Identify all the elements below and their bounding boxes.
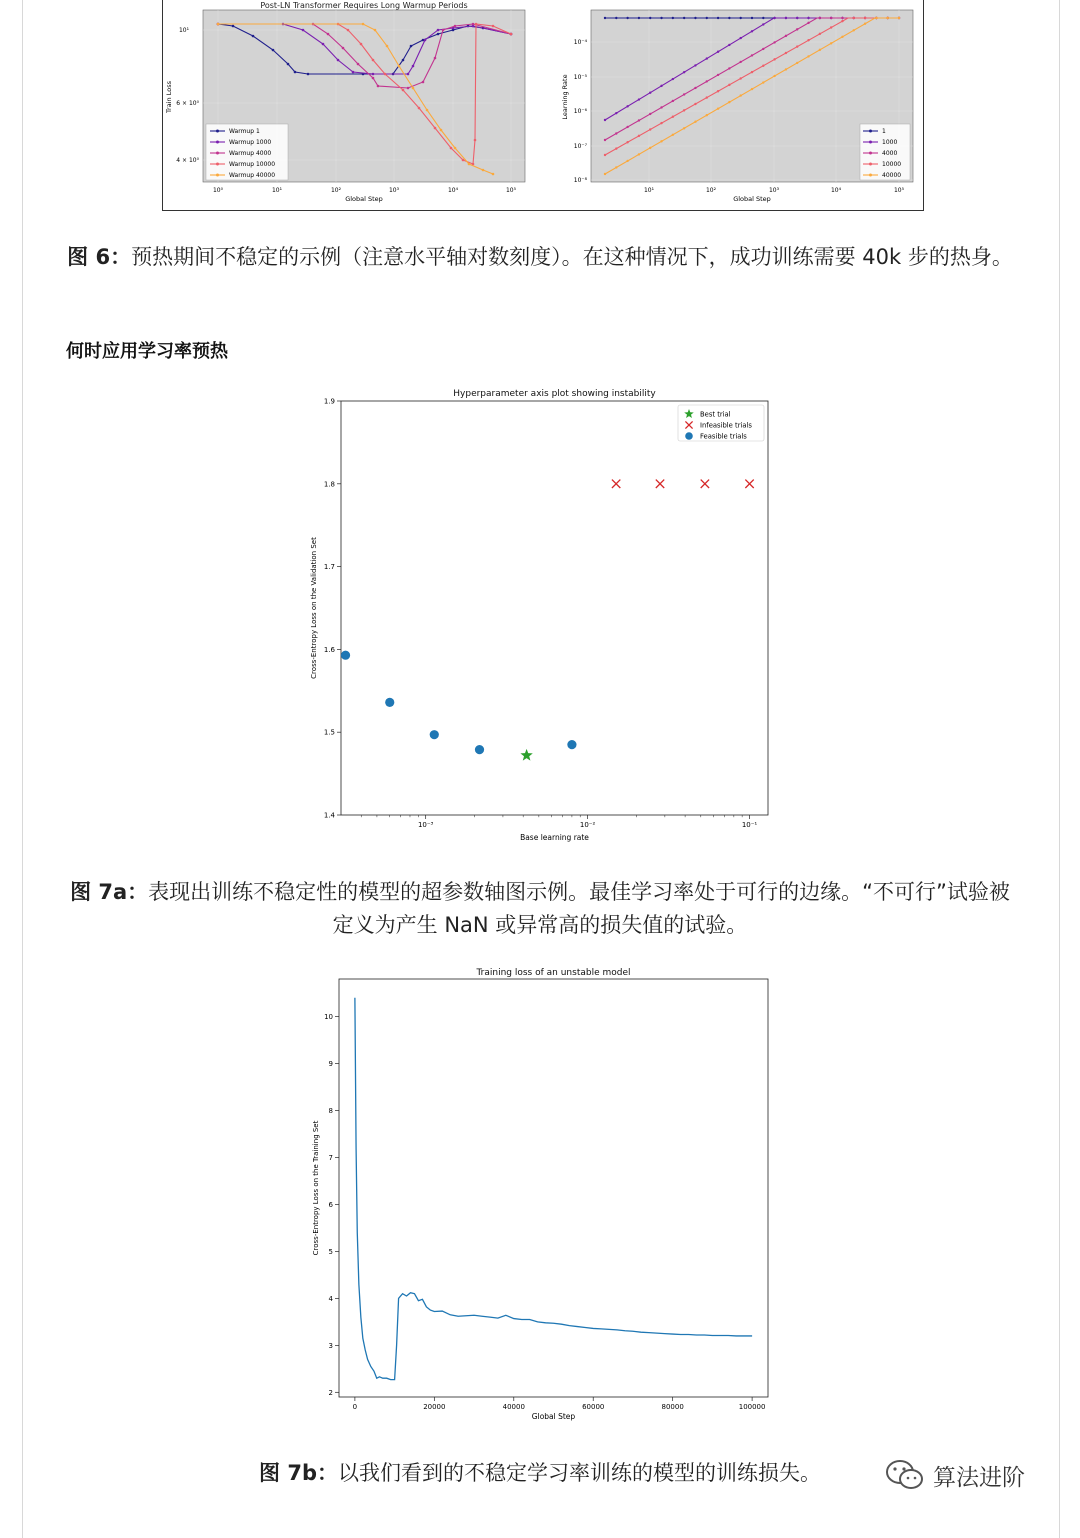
fig6-right-ytick-2: 10⁻⁵ bbox=[573, 74, 587, 81]
fig6-right-panel bbox=[561, 10, 913, 203]
fig6-left-series-marker bbox=[492, 25, 495, 28]
fig6-left-series-marker bbox=[442, 29, 445, 32]
fig6-left-title: Post-LN Transformer Requires Long Warmup Periods bbox=[260, 1, 468, 10]
figure-7a-caption-label: 图 7a： bbox=[70, 880, 149, 904]
fig7b-plot-area bbox=[339, 979, 768, 1397]
fig7a-plot-area bbox=[341, 401, 768, 815]
fig6-right-series-marker bbox=[796, 17, 798, 19]
fig6-right-series-marker bbox=[819, 17, 821, 19]
fig6-right-series-marker bbox=[717, 74, 719, 76]
fig6-right-series-marker bbox=[626, 17, 628, 19]
fig6-right-series-marker bbox=[660, 140, 662, 142]
fig6-right-series-marker bbox=[604, 119, 606, 121]
fig7b-ytick-label: 7 bbox=[328, 1153, 333, 1162]
figure-7b-caption-text: 以我们看到的不稳定学习率训练的模型的训练损失。 bbox=[337, 1461, 821, 1485]
wechat-icon bbox=[885, 1458, 925, 1492]
fig6-right-series-marker bbox=[739, 17, 741, 19]
fig6-right-series-marker bbox=[796, 62, 798, 64]
fig6-right-series-marker bbox=[819, 33, 821, 35]
fig6-right-ytick-3: 10⁻⁶ bbox=[573, 108, 587, 115]
fig6-right-series-marker bbox=[796, 45, 798, 47]
fig6-left-series-marker bbox=[372, 59, 375, 62]
fig6-left-series-marker bbox=[412, 87, 415, 90]
fig6-left-legend-marker bbox=[216, 163, 219, 166]
fig6-right-series-marker bbox=[739, 77, 741, 79]
fig6-right-legend-1: 1 bbox=[882, 128, 886, 135]
fig6-right-series-marker bbox=[672, 100, 674, 102]
fig6-right-series-marker bbox=[694, 121, 696, 123]
fig7b-ytick-label: 2 bbox=[328, 1388, 333, 1397]
fig6-left-series-marker bbox=[386, 45, 389, 48]
fig6-right-series-marker bbox=[638, 153, 640, 155]
fig7a-ytick-label: 1.4 bbox=[323, 811, 335, 820]
fig7a-xtick-label: 10⁻³ bbox=[417, 821, 434, 829]
fig6-left-series-marker bbox=[482, 169, 485, 172]
fig6-left-series-marker bbox=[374, 29, 377, 32]
fig6-right-series-marker bbox=[672, 134, 674, 136]
figure-7a-caption bbox=[66, 876, 1014, 942]
fig7a-ytick-label: 1.6 bbox=[323, 645, 335, 654]
fig6-left-series-marker bbox=[217, 23, 220, 26]
fig6-left-series-marker bbox=[287, 63, 290, 66]
fig7a-ytick-label: 1.5 bbox=[323, 728, 335, 737]
fig6-right-series-marker bbox=[773, 41, 775, 43]
fig6-right-series-marker bbox=[773, 17, 775, 19]
fig7b-ytick-label: 9 bbox=[328, 1060, 333, 1069]
fig6-left-series-marker bbox=[322, 43, 325, 46]
fig6-right-xtick-4: 10⁴ bbox=[830, 187, 842, 194]
fig7b-ytick-label: 10 bbox=[324, 1013, 333, 1022]
fig6-right-series-marker bbox=[672, 116, 674, 118]
fig6-left-legend-5: Warmup 40000 bbox=[229, 172, 276, 179]
fig6-left-legend-4: Warmup 10000 bbox=[229, 161, 276, 168]
fig7a-legend-label: Feasible trials bbox=[700, 432, 747, 441]
fig6-right-series-marker bbox=[841, 36, 843, 38]
fig6-right-series-marker bbox=[751, 54, 753, 56]
fig6-left-series-marker bbox=[510, 33, 513, 36]
section-heading: 何时应用学习率预热 bbox=[66, 341, 228, 362]
fig6-left-legend-2: Warmup 1000 bbox=[229, 139, 272, 146]
fig6-right-series-marker bbox=[615, 112, 617, 114]
fig6-right-series-marker bbox=[819, 49, 821, 51]
fig6-left-series-marker bbox=[347, 29, 350, 32]
figure-6-plots bbox=[163, 0, 923, 210]
fig6-left-legend-1: Warmup 1 bbox=[229, 128, 260, 135]
watermark-text: 算法进阶 bbox=[933, 1464, 1025, 1491]
feasible-trial-point bbox=[567, 740, 576, 749]
fig6-right-series-marker bbox=[841, 20, 843, 22]
fig6-left-series-marker bbox=[294, 71, 297, 74]
fig6-left-series-marker bbox=[360, 43, 363, 46]
fig6-right-xtick-1: 10¹ bbox=[643, 187, 655, 194]
fig6-right-ytick-1: 10⁻⁴ bbox=[573, 39, 587, 46]
fig6-right-series-marker bbox=[638, 135, 640, 137]
fig6-right-series-marker bbox=[649, 147, 651, 149]
figure-6 bbox=[162, 0, 924, 211]
fig6-right-series-marker bbox=[807, 17, 809, 19]
fig6-left-series-marker bbox=[362, 23, 365, 26]
fig6-right-series-marker bbox=[649, 128, 651, 130]
fig6-left-series-marker bbox=[422, 81, 425, 84]
figure-7a-caption-text: 表现出训练不稳定性的模型的超参数轴图示例。最佳学习率处于可行的边缘。“不可行”试验被定义为产生 NaN 或异常高的损失值的试验。 bbox=[148, 880, 1010, 937]
fig7a-xlabel: Base learning rate bbox=[520, 833, 589, 842]
fig6-left-xtick-3: 10² bbox=[330, 187, 342, 194]
fig6-right-series-marker bbox=[660, 17, 662, 19]
fig6-right-series-marker bbox=[807, 22, 809, 24]
fig6-left-series-marker bbox=[475, 23, 478, 26]
fig7b-ylabel: Cross-Entropy Loss on the Training Set bbox=[312, 1120, 320, 1256]
fig6-left-panel bbox=[165, 1, 525, 203]
fig6-left-series-marker bbox=[302, 29, 305, 32]
fig7b-xtick-label: 20000 bbox=[423, 1403, 446, 1411]
feasible-trial-point bbox=[341, 651, 350, 660]
fig6-left-legend-marker bbox=[216, 152, 219, 155]
fig6-left-series-marker bbox=[352, 71, 355, 74]
fig6-right-ylabel: Learning Rate bbox=[561, 74, 569, 120]
fig6-right-series-marker bbox=[739, 37, 741, 39]
fig6-left-series-marker bbox=[377, 85, 380, 88]
figure-6-caption-text: 预热期间不稳定的示例（注意水平轴对数刻度）。在这种情况下，成功训练需要 40k 步的热身。 bbox=[131, 245, 1013, 269]
figure-7b-chart bbox=[300, 960, 780, 1425]
fig6-right-series-marker bbox=[751, 30, 753, 32]
fig6-right-series-marker bbox=[694, 87, 696, 89]
figure-7b-caption bbox=[66, 1457, 1014, 1490]
fig6-right-series-marker bbox=[717, 17, 719, 19]
fig6-right-series-marker bbox=[875, 17, 877, 19]
fig6-right-series-marker bbox=[785, 35, 787, 37]
fig6-right-series-marker bbox=[830, 26, 832, 28]
fig6-right-series-marker bbox=[898, 17, 900, 19]
fig6-right-series-marker bbox=[796, 28, 798, 30]
fig7b-ytick-label: 3 bbox=[328, 1341, 333, 1350]
fig6-left-series-marker bbox=[437, 29, 440, 32]
fig6-right-series-marker bbox=[638, 119, 640, 121]
fig6-left-series-marker bbox=[232, 25, 235, 28]
fig7a-legend bbox=[678, 405, 764, 441]
fig6-right-series-marker bbox=[694, 64, 696, 66]
fig6-right-series-marker bbox=[864, 23, 866, 25]
fig7b-xlabel: Global Step bbox=[531, 1412, 576, 1421]
fig6-left-legend-marker bbox=[216, 141, 219, 144]
fig6-left-series-marker bbox=[474, 139, 477, 142]
figure-7b-caption-label: 图 7b： bbox=[259, 1461, 338, 1485]
fig6-right-series-marker bbox=[853, 29, 855, 31]
fig6-right-series-marker bbox=[672, 17, 674, 19]
fig6-left-series-marker bbox=[462, 159, 465, 162]
fig6-right-series-marker bbox=[706, 96, 708, 98]
fig6-right-series-marker bbox=[739, 61, 741, 63]
fig6-right-xtick-3: 10³ bbox=[768, 187, 780, 194]
fig6-left-legend-3: Warmup 4000 bbox=[229, 150, 272, 157]
fig6-right-legend-marker bbox=[869, 141, 872, 144]
fig7a-title: Hyperparameter axis plot showing instability bbox=[453, 389, 656, 399]
fig6-right-series-marker bbox=[762, 65, 764, 67]
fig6-right-series-marker bbox=[762, 23, 764, 25]
fig6-right-series-marker bbox=[717, 107, 719, 109]
figure-6-caption bbox=[66, 241, 1014, 274]
feasible-trial-point bbox=[385, 698, 394, 707]
fig6-left-ytick-2: 6 × 10⁰ bbox=[176, 100, 199, 107]
fig6-left-series-marker bbox=[437, 33, 440, 36]
fig7a-ytick-label: 1.7 bbox=[323, 563, 335, 572]
fig6-left-series-marker bbox=[398, 65, 401, 68]
fig6-left-xtick-5: 10⁴ bbox=[447, 187, 459, 194]
fig6-right-series-marker bbox=[604, 154, 606, 156]
fig6-right-xtick-2: 10² bbox=[705, 187, 717, 194]
fig6-right-series-marker bbox=[728, 101, 730, 103]
fig6-right-series-marker bbox=[649, 17, 651, 19]
fig6-right-series-marker bbox=[773, 58, 775, 60]
fig6-right-series-marker bbox=[638, 17, 640, 19]
fig6-right-series-marker bbox=[785, 68, 787, 70]
fig6-right-series-marker bbox=[615, 132, 617, 134]
fig6-right-series-marker bbox=[660, 122, 662, 124]
fig6-right-series-marker bbox=[683, 109, 685, 111]
fig6-right-series-marker bbox=[762, 48, 764, 50]
fig7a-legend-marker bbox=[685, 432, 693, 440]
fig6-left-xtick-4: 10³ bbox=[388, 187, 400, 194]
fig6-left-xlabel: Global Step bbox=[345, 195, 383, 203]
fig6-left-xtick-2: 10¹ bbox=[271, 187, 283, 194]
fig6-right-series-marker bbox=[638, 98, 640, 100]
fig6-right-series-marker bbox=[853, 17, 855, 19]
fig6-right-series-marker bbox=[717, 51, 719, 53]
fig6-left-series-marker bbox=[426, 109, 429, 112]
fig6-right-series-marker bbox=[728, 67, 730, 69]
fig6-right-ytick-4: 10⁻⁷ bbox=[573, 143, 587, 150]
fig6-left-series-marker bbox=[357, 63, 360, 66]
fig6-right-series-marker bbox=[683, 93, 685, 95]
fig6-right-series-marker bbox=[683, 71, 685, 73]
fig6-left-series-marker bbox=[412, 65, 415, 68]
fig7b-xtick-label: 80000 bbox=[661, 1403, 684, 1411]
fig7a-xtick-label: 10⁻² bbox=[579, 821, 596, 829]
fig6-right-series-marker bbox=[615, 147, 617, 149]
fig6-left-ytick-1: 10¹ bbox=[178, 27, 189, 34]
fig6-right-series-marker bbox=[649, 113, 651, 115]
fig6-left-series-marker bbox=[402, 89, 405, 92]
fig6-left-series-marker bbox=[342, 47, 345, 50]
fig6-left-series-marker bbox=[384, 73, 387, 76]
fig7b-ytick-label: 5 bbox=[328, 1247, 333, 1256]
fig7a-legend-label: Infeasible trials bbox=[700, 421, 752, 430]
fig6-right-series-marker bbox=[660, 85, 662, 87]
fig6-right-series-marker bbox=[728, 84, 730, 86]
fig6-right-series-marker bbox=[694, 17, 696, 19]
fig6-right-series-marker bbox=[841, 17, 843, 19]
fig6-right-series-marker bbox=[728, 44, 730, 46]
fig6-right-series-marker bbox=[785, 52, 787, 54]
fig7b-xtick-label: 60000 bbox=[582, 1403, 605, 1411]
fig6-right-series-marker bbox=[660, 106, 662, 108]
fig6-left-series-marker bbox=[434, 57, 437, 60]
fig6-right-series-marker bbox=[706, 17, 708, 19]
fig6-right-series-marker bbox=[706, 114, 708, 116]
fig6-right-series-marker bbox=[706, 57, 708, 59]
fig6-right-series-marker bbox=[728, 17, 730, 19]
fig6-right-series-marker bbox=[762, 17, 764, 19]
wechat-watermark bbox=[885, 1455, 1025, 1495]
fig6-right-series-marker bbox=[604, 173, 606, 175]
fig6-left-series-marker bbox=[472, 23, 475, 26]
fig6-right-series-marker bbox=[807, 39, 809, 41]
fig6-left-series-marker bbox=[402, 59, 405, 62]
fig7a-ylabel: Cross-Entropy Loss on the Validation Set bbox=[310, 537, 318, 679]
fig6-right-legend-2: 1000 bbox=[882, 139, 898, 146]
fig6-right-legend-5: 40000 bbox=[882, 172, 902, 179]
fig6-left-series-marker bbox=[327, 33, 330, 36]
fig6-right-legend-3: 4000 bbox=[882, 150, 898, 157]
fig6-left-series-marker bbox=[372, 77, 375, 80]
fig6-left-series-marker bbox=[454, 147, 457, 150]
fig6-right-series-marker bbox=[683, 127, 685, 129]
fig6-right-series-marker bbox=[626, 105, 628, 107]
fig6-left-series-marker bbox=[468, 163, 471, 166]
fig6-left-series-marker bbox=[307, 73, 310, 76]
fig6-right-series-marker bbox=[706, 80, 708, 82]
fig6-right-ytick-5: 10⁻⁸ bbox=[573, 177, 587, 184]
fig7b-xtick-label: 0 bbox=[352, 1403, 358, 1411]
fig6-right-series-marker bbox=[694, 103, 696, 105]
fig7a-legend-label: Best trial bbox=[700, 410, 731, 419]
fig7b-title: Training loss of an unstable model bbox=[476, 968, 631, 978]
fig6-right-series-marker bbox=[649, 92, 651, 94]
fig6-right-xlabel: Global Step bbox=[733, 195, 771, 203]
fig7a-ytick-label: 1.8 bbox=[323, 480, 335, 489]
fig7b-xtick-label: 100000 bbox=[738, 1403, 766, 1411]
fig6-left-series-marker bbox=[372, 73, 375, 76]
fig6-left-series-marker bbox=[418, 107, 421, 110]
fig6-right-series-marker bbox=[773, 75, 775, 77]
fig6-right-series-marker bbox=[807, 55, 809, 57]
fig6-right-series-marker bbox=[626, 160, 628, 162]
fig6-right-series-marker bbox=[785, 17, 787, 19]
fig6-left-xtick-6: 10⁵ bbox=[505, 187, 517, 194]
fig6-right-series-marker bbox=[762, 81, 764, 83]
fig6-left-series-marker bbox=[407, 87, 410, 90]
fig6-right-legend-marker bbox=[869, 174, 872, 177]
fig6-right-series-marker bbox=[672, 78, 674, 80]
fig6-right-series-marker bbox=[717, 90, 719, 92]
fig6-left-series-marker bbox=[337, 59, 340, 62]
fig7b-ytick-label: 8 bbox=[328, 1107, 333, 1116]
fig6-right-legend-marker bbox=[869, 152, 872, 155]
fig6-right-series-marker bbox=[739, 94, 741, 96]
feasible-trial-point bbox=[430, 730, 439, 739]
fig7b-ytick-label: 4 bbox=[328, 1294, 333, 1303]
fig6-right-series-marker bbox=[615, 166, 617, 168]
fig6-left-series-marker bbox=[492, 173, 495, 176]
fig6-right-legend-4: 10000 bbox=[882, 161, 902, 168]
fig7a-ytick-label: 1.9 bbox=[323, 397, 335, 406]
fig6-right-series-marker bbox=[626, 141, 628, 143]
fig6-left-xtick-1: 10⁰ bbox=[212, 187, 224, 194]
fig6-left-series-marker bbox=[410, 45, 413, 48]
fig6-right-series-marker bbox=[886, 17, 888, 19]
fig6-right-series-marker bbox=[830, 42, 832, 44]
fig6-left-series-marker bbox=[450, 147, 453, 150]
fig6-left-series-marker bbox=[424, 39, 427, 42]
figure-7a-chart bbox=[300, 382, 780, 842]
fig6-left-series-marker bbox=[454, 25, 457, 28]
fig6-left-legend-marker bbox=[216, 174, 219, 177]
fig6-right-series-marker bbox=[864, 17, 866, 19]
fig6-left-series-marker bbox=[252, 35, 255, 38]
fig6-right-legend-marker bbox=[869, 163, 872, 166]
fig6-right-series-marker bbox=[751, 71, 753, 73]
fig6-left-series-marker bbox=[272, 49, 275, 52]
fig6-left-ylabel: Train Loss bbox=[165, 81, 173, 113]
fig6-left-series-marker bbox=[440, 129, 443, 132]
fig6-right-series-marker bbox=[751, 88, 753, 90]
fig6-left-ytick-3: 4 × 10⁰ bbox=[176, 157, 199, 164]
fig6-right-legend-marker bbox=[869, 130, 872, 133]
fig6-right-series-marker bbox=[615, 17, 617, 19]
fig7b-ytick-label: 6 bbox=[328, 1200, 333, 1209]
fig6-right-series-marker bbox=[626, 126, 628, 128]
feasible-trial-point bbox=[475, 745, 484, 754]
fig6-left-series-marker bbox=[407, 73, 410, 76]
fig7b-xtick-label: 40000 bbox=[502, 1403, 525, 1411]
fig6-left-series-marker bbox=[434, 127, 437, 130]
fig6-left-legend-marker bbox=[216, 130, 219, 133]
fig6-right-series-marker bbox=[751, 17, 753, 19]
fig6-right-xtick-5: 10⁵ bbox=[893, 187, 905, 194]
figure-6-caption-label: 图 6： bbox=[67, 245, 132, 269]
fig6-right-series-marker bbox=[683, 17, 685, 19]
fig6-right-series-marker bbox=[604, 139, 606, 141]
fig6-right-series-marker bbox=[830, 17, 832, 19]
fig6-right-series-marker bbox=[604, 17, 606, 19]
fig7a-xtick-label: 10⁻¹ bbox=[741, 821, 758, 829]
